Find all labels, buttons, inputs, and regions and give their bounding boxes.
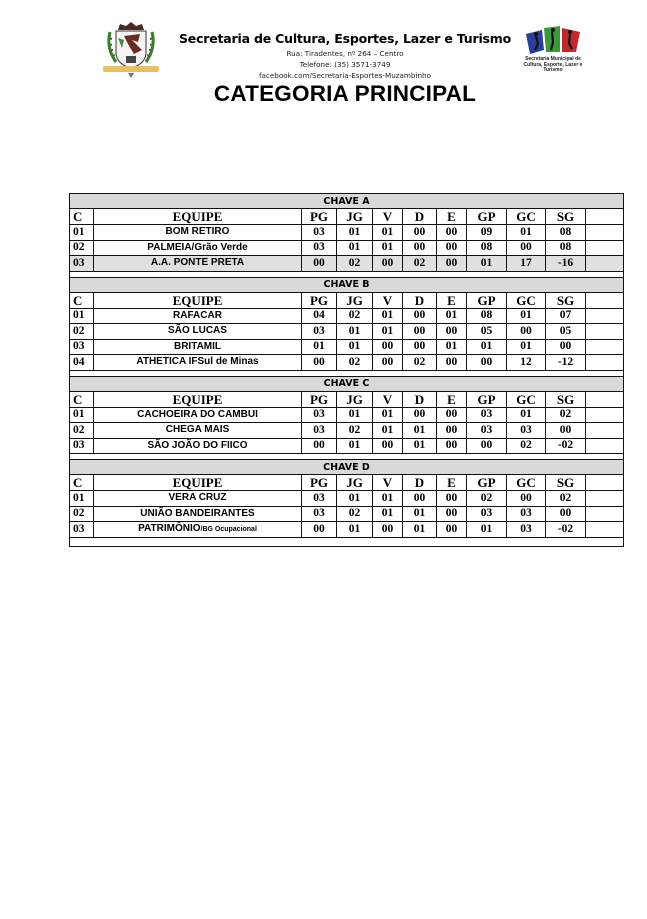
cell-goal-difference: 08 xyxy=(546,225,586,240)
column-header-draws: D xyxy=(403,475,437,490)
cell-goal-difference: -02 xyxy=(546,439,586,454)
empty-cell xyxy=(586,491,623,506)
cell-wins: 01 xyxy=(373,507,403,522)
column-header-goals-for: GP xyxy=(467,392,507,407)
column-header-goals-against: GC xyxy=(507,293,546,308)
organization-title: Secretaria de Cultura, Esportes, Lazer e Turismo xyxy=(178,31,511,46)
column-header-goals-for: GP xyxy=(467,293,507,308)
table-row xyxy=(70,522,623,538)
cell-goal-difference: 00 xyxy=(546,507,586,522)
cell-goals-against: 12 xyxy=(507,355,546,370)
cell-position: 01 xyxy=(70,491,94,506)
cell-points: 00 xyxy=(302,522,337,537)
cell-goals-for: 01 xyxy=(467,256,507,271)
group-chave-b xyxy=(70,278,623,377)
empty-cell xyxy=(586,324,623,339)
table-row xyxy=(70,507,623,523)
cell-goals-for: 03 xyxy=(467,408,507,423)
team-name: A.A. PONTE PRETA xyxy=(150,257,245,269)
cell-goals-against: 03 xyxy=(507,423,546,438)
team-name: SÃO JOÃO DO FIICO xyxy=(147,439,248,451)
secretariat-logo xyxy=(520,24,586,82)
cell-points: 00 xyxy=(302,439,337,454)
cell-draws: 00 xyxy=(403,408,437,423)
cell-team xyxy=(94,256,302,271)
cell-position: 01 xyxy=(70,309,94,324)
empty-cell xyxy=(586,225,623,240)
group-chave-d xyxy=(70,460,623,546)
table-row xyxy=(70,256,623,272)
cell-losses: 00 xyxy=(437,324,467,339)
cell-losses: 00 xyxy=(437,225,467,240)
cell-position: 01 xyxy=(70,408,94,423)
cell-wins: 01 xyxy=(373,491,403,506)
category-title: CATEGORIA PRINCIPAL xyxy=(213,81,477,106)
cell-goals-against: 01 xyxy=(507,309,546,324)
cell-goals-against: 00 xyxy=(507,241,546,256)
empty-column-header xyxy=(586,475,623,490)
cell-wins: 01 xyxy=(373,241,403,256)
cell-goals-against: 01 xyxy=(507,340,546,355)
team-name-suffix: /BG Ocupacional xyxy=(200,525,257,533)
cell-draws: 00 xyxy=(403,309,437,324)
cell-goal-difference: 00 xyxy=(546,423,586,438)
cell-losses: 00 xyxy=(437,491,467,506)
document-header xyxy=(0,0,647,115)
column-header-wins: V xyxy=(373,209,403,224)
column-header-losses: E xyxy=(437,392,467,407)
column-header-points: PG xyxy=(302,293,337,308)
cell-goal-difference: 00 xyxy=(546,340,586,355)
cell-team xyxy=(94,241,302,256)
cell-team xyxy=(94,340,302,355)
cell-draws: 02 xyxy=(403,355,437,370)
column-header-goal-difference: SG xyxy=(546,392,586,407)
cell-losses: 00 xyxy=(437,522,467,537)
cell-losses: 00 xyxy=(437,355,467,370)
empty-cell xyxy=(586,439,623,454)
cell-goal-difference: 08 xyxy=(546,241,586,256)
cell-points: 01 xyxy=(302,340,337,355)
cell-goal-difference: 02 xyxy=(546,491,586,506)
column-header-points: PG xyxy=(302,475,337,490)
secretariat-logo-caption: Secretaria Municipal de Cultura, Esporte, Lazer e Turismo xyxy=(523,56,583,73)
group-chave-a xyxy=(70,194,623,278)
cell-games-played: 01 xyxy=(337,408,373,423)
column-header-draws: D xyxy=(403,392,437,407)
cell-goals-for: 03 xyxy=(467,507,507,522)
empty-cell xyxy=(586,241,623,256)
team-name: UNIÃO BANDEIRANTES xyxy=(140,507,255,519)
cell-points: 03 xyxy=(302,225,337,240)
cell-games-played: 01 xyxy=(337,522,373,537)
table-row xyxy=(70,423,623,439)
column-header-points: PG xyxy=(302,392,337,407)
column-header-draws: D xyxy=(403,209,437,224)
cell-points: 03 xyxy=(302,324,337,339)
cell-goal-difference: 07 xyxy=(546,309,586,324)
column-header-games-played: JG xyxy=(337,392,373,407)
cell-draws: 01 xyxy=(403,423,437,438)
team-name: SÃO LUCAS xyxy=(168,325,227,337)
organization-phone: Telefone: (35) 3571-3749 xyxy=(299,60,391,69)
cell-goals-for: 05 xyxy=(467,324,507,339)
cell-team xyxy=(94,507,302,522)
cell-games-played: 01 xyxy=(337,340,373,355)
cell-position: 03 xyxy=(70,522,94,537)
cell-team xyxy=(94,439,302,454)
cell-points: 00 xyxy=(302,355,337,370)
empty-column-header xyxy=(586,392,623,407)
team-name: BRITAMIL xyxy=(173,340,222,352)
column-header-goals-against: GC xyxy=(507,475,546,490)
cell-draws: 00 xyxy=(403,241,437,256)
cell-games-played: 01 xyxy=(337,225,373,240)
column-header-goal-difference: SG xyxy=(546,209,586,224)
column-header-team: EQUIPE xyxy=(94,475,302,490)
group-title: CHAVE C xyxy=(70,377,623,392)
cell-losses: 00 xyxy=(437,423,467,438)
cell-goals-for: 08 xyxy=(467,241,507,256)
cell-goals-against: 02 xyxy=(507,439,546,454)
cell-position: 02 xyxy=(70,324,94,339)
cell-losses: 00 xyxy=(437,507,467,522)
cell-goals-for: 00 xyxy=(467,355,507,370)
cell-team xyxy=(94,408,302,423)
column-header-row xyxy=(70,209,623,225)
empty-cell xyxy=(586,256,623,271)
column-header-draws: D xyxy=(403,293,437,308)
cell-wins: 01 xyxy=(373,225,403,240)
cell-goals-against: 00 xyxy=(507,491,546,506)
table-row xyxy=(70,408,623,424)
column-header-wins: V xyxy=(373,475,403,490)
table-row xyxy=(70,225,623,241)
cell-games-played: 02 xyxy=(337,256,373,271)
cell-goals-against: 17 xyxy=(507,256,546,271)
cell-goals-against: 00 xyxy=(507,324,546,339)
organization-address: Rua: Tiradentes, nº 264 – Centro xyxy=(286,49,404,58)
table-row xyxy=(70,309,623,325)
group-chave-c xyxy=(70,377,623,461)
cell-wins: 00 xyxy=(373,340,403,355)
cell-wins: 01 xyxy=(373,309,403,324)
cell-games-played: 02 xyxy=(337,355,373,370)
cell-draws: 00 xyxy=(403,340,437,355)
column-header-position: C xyxy=(70,209,94,224)
cell-team xyxy=(94,309,302,324)
cell-goals-for: 02 xyxy=(467,491,507,506)
cell-points: 03 xyxy=(302,241,337,256)
municipal-crest-icon xyxy=(100,18,162,80)
cell-points: 03 xyxy=(302,491,337,506)
table-row xyxy=(70,241,623,257)
table-row xyxy=(70,491,623,507)
cell-wins: 01 xyxy=(373,408,403,423)
team-name: CACHOEIRA DO CAMBUI xyxy=(137,408,258,420)
column-header-losses: E xyxy=(437,209,467,224)
table-row xyxy=(70,355,623,371)
cell-wins: 00 xyxy=(373,256,403,271)
column-header-losses: E xyxy=(437,475,467,490)
cell-goal-difference: -12 xyxy=(546,355,586,370)
column-header-wins: V xyxy=(373,392,403,407)
cell-goals-for: 09 xyxy=(467,225,507,240)
cell-points: 04 xyxy=(302,309,337,324)
cell-goals-for: 03 xyxy=(467,423,507,438)
column-header-row xyxy=(70,475,623,491)
cell-team xyxy=(94,355,302,370)
cell-goal-difference: 05 xyxy=(546,324,586,339)
cell-games-played: 01 xyxy=(337,324,373,339)
cell-wins: 00 xyxy=(373,355,403,370)
cell-position: 02 xyxy=(70,507,94,522)
empty-cell xyxy=(586,423,623,438)
team-name: VERA CRUZ xyxy=(168,492,227,504)
cell-goals-for: 01 xyxy=(467,340,507,355)
cell-position: 02 xyxy=(70,241,94,256)
cell-points: 03 xyxy=(302,408,337,423)
column-header-points: PG xyxy=(302,209,337,224)
standings-table xyxy=(69,193,624,547)
cell-draws: 00 xyxy=(403,491,437,506)
cell-draws: 02 xyxy=(403,256,437,271)
column-header-position: C xyxy=(70,392,94,407)
team-name: ATHETICA IFSul de Minas xyxy=(136,356,259,368)
cell-position: 04 xyxy=(70,355,94,370)
cell-team xyxy=(94,522,302,537)
cell-losses: 00 xyxy=(437,408,467,423)
column-header-goals-for: GP xyxy=(467,475,507,490)
column-header-games-played: JG xyxy=(337,209,373,224)
empty-cell xyxy=(586,340,623,355)
cell-wins: 00 xyxy=(373,522,403,537)
team-name: PALMEIA/Grão Verde xyxy=(147,241,248,253)
group-title: CHAVE B xyxy=(70,278,623,293)
table-row xyxy=(70,324,623,340)
table-row xyxy=(70,340,623,356)
column-header-goal-difference: SG xyxy=(546,475,586,490)
cell-goal-difference: 02 xyxy=(546,408,586,423)
column-header-position: C xyxy=(70,475,94,490)
empty-cell xyxy=(586,408,623,423)
cell-goal-difference: -16 xyxy=(546,256,586,271)
column-header-team: EQUIPE xyxy=(94,293,302,308)
column-header-goals-against: GC xyxy=(507,392,546,407)
empty-cell xyxy=(586,309,623,324)
organization-facebook: facebook.com/Secretaria-Esportes-Muzambinho xyxy=(259,71,431,80)
cell-draws: 01 xyxy=(403,522,437,537)
cell-goals-for: 00 xyxy=(467,439,507,454)
cell-goals-for: 01 xyxy=(467,522,507,537)
cell-team xyxy=(94,423,302,438)
cell-games-played: 01 xyxy=(337,491,373,506)
cell-losses: 01 xyxy=(437,309,467,324)
empty-cell xyxy=(586,507,623,522)
sports-logo-icon xyxy=(524,24,582,56)
cell-goals-against: 01 xyxy=(507,225,546,240)
empty-cell xyxy=(586,355,623,370)
group-title: CHAVE A xyxy=(70,194,623,209)
cell-losses: 00 xyxy=(437,439,467,454)
cell-position: 03 xyxy=(70,439,94,454)
cell-goals-against: 03 xyxy=(507,507,546,522)
column-header-losses: E xyxy=(437,293,467,308)
empty-column-header xyxy=(586,293,623,308)
column-header-wins: V xyxy=(373,293,403,308)
team-name: RAFACAR xyxy=(173,309,222,321)
group-title: CHAVE D xyxy=(70,460,623,475)
cell-points: 03 xyxy=(302,423,337,438)
cell-position: 03 xyxy=(70,256,94,271)
cell-losses: 01 xyxy=(437,340,467,355)
team-name: BOM RETIRO xyxy=(165,226,230,238)
cell-position: 02 xyxy=(70,423,94,438)
cell-goals-against: 01 xyxy=(507,408,546,423)
column-header-goals-against: GC xyxy=(507,209,546,224)
column-header-team: EQUIPE xyxy=(94,392,302,407)
cell-goal-difference: -02 xyxy=(546,522,586,537)
empty-column-header xyxy=(586,209,623,224)
cell-team xyxy=(94,225,302,240)
empty-cell xyxy=(586,522,623,537)
cell-points: 00 xyxy=(302,256,337,271)
cell-position: 03 xyxy=(70,340,94,355)
cell-wins: 01 xyxy=(373,324,403,339)
table-row xyxy=(70,439,623,455)
column-header-goals-for: GP xyxy=(467,209,507,224)
cell-draws: 00 xyxy=(403,324,437,339)
cell-games-played: 02 xyxy=(337,309,373,324)
column-header-goal-difference: SG xyxy=(546,293,586,308)
cell-goals-for: 08 xyxy=(467,309,507,324)
group-spacer xyxy=(70,538,623,546)
cell-games-played: 01 xyxy=(337,241,373,256)
cell-losses: 00 xyxy=(437,256,467,271)
cell-team xyxy=(94,491,302,506)
team-name: CHEGA MAIS xyxy=(165,424,230,436)
cell-draws: 01 xyxy=(403,439,437,454)
team-name: PATRIMÔNIO xyxy=(138,523,201,535)
column-header-position: C xyxy=(70,293,94,308)
column-header-row xyxy=(70,392,623,408)
cell-points: 03 xyxy=(302,507,337,522)
cell-draws: 00 xyxy=(403,225,437,240)
cell-wins: 01 xyxy=(373,423,403,438)
cell-wins: 00 xyxy=(373,439,403,454)
cell-team xyxy=(94,324,302,339)
cell-losses: 00 xyxy=(437,241,467,256)
cell-games-played: 02 xyxy=(337,423,373,438)
column-header-games-played: JG xyxy=(337,293,373,308)
cell-position: 01 xyxy=(70,225,94,240)
column-header-row xyxy=(70,293,623,309)
cell-games-played: 02 xyxy=(337,507,373,522)
cell-draws: 01 xyxy=(403,507,437,522)
column-header-team: EQUIPE xyxy=(94,209,302,224)
cell-games-played: 01 xyxy=(337,439,373,454)
column-header-games-played: JG xyxy=(337,475,373,490)
cell-goals-against: 03 xyxy=(507,522,546,537)
